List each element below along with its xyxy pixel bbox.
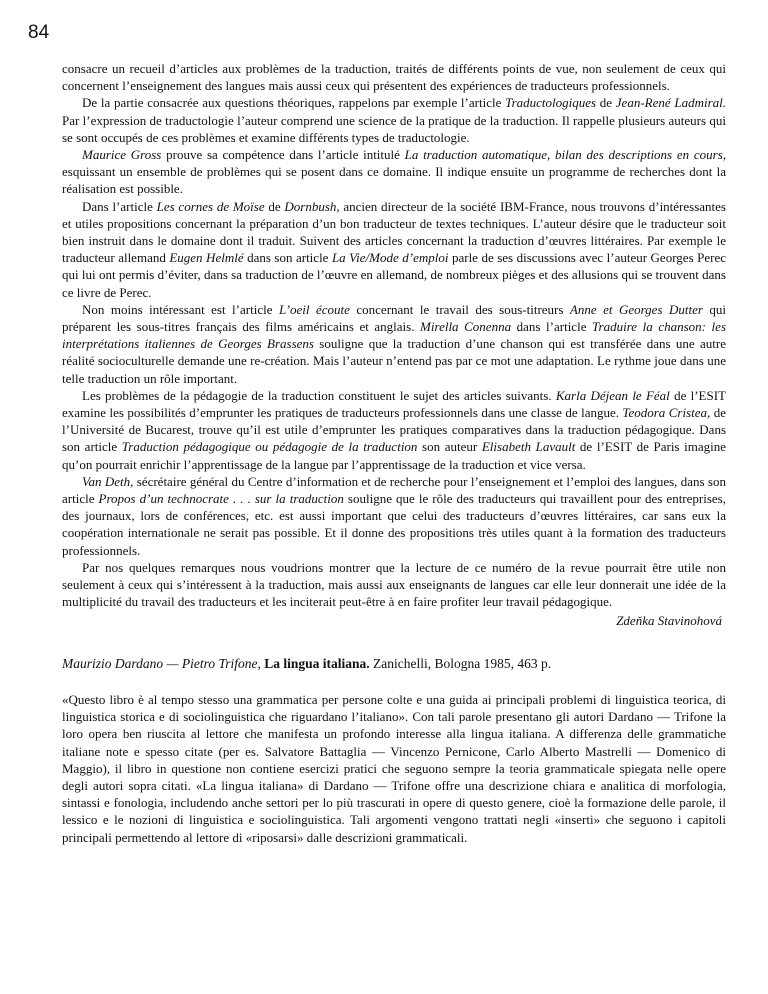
italic-run: Karla Déjean le Féal: [555, 387, 670, 403]
italic-run: Van Deth,: [82, 473, 134, 489]
book-review: [62, 655, 726, 846]
text-run: parle de ses discussions avec l’auteur Georges Perec qui lui ont permis d’éviter, dans sa traduction de l’œuvre en allemand, de nombreux pièges et des allusions qui se trouvent dans ce livre de Perec.: [62, 250, 726, 300]
text-run: de: [596, 95, 616, 111]
page-number: 84: [28, 22, 50, 43]
text-run: sécrétaire général du Centre d’information et de recherche pour l’enseignement et l’emploi des langues, dans son article: [62, 473, 726, 507]
text-run: de l’Université de Bucarest, trouve qu’il est utile d’emprunter les pratiques comparatives dans la traduction pédagogique. Dans son article: [62, 405, 726, 455]
text-run: De la partie consacrée aux questions théoriques, rappelons par exemple l’article: [82, 95, 506, 111]
italic-run: L’oeil écoute: [278, 301, 350, 317]
text-run: concernant le travail des sous-titreurs: [349, 301, 570, 317]
italic-run: Dornbush,: [284, 198, 340, 214]
document-body: [62, 60, 726, 846]
italic-run: Les cornes de Moïse: [156, 198, 265, 214]
text-run: ancien directeur de la société IBM-France, nous trouvons d’intéressantes et utiles propositions concernant la préparation d’un bon traducteur de textes techniques. L’auteur désire que le traducteur soit bien instruit dans le domaine dont il traduit. Suivent des articles concernant la traduction d’œuvres littéraires. Par exemple le traducteur allemand: [62, 198, 726, 266]
paragraph: [62, 146, 726, 198]
italic-run: La traduction automatique, bilan des descriptions en cours,: [404, 147, 727, 163]
book-title: La lingua italiana.: [264, 655, 370, 671]
paragraph: [62, 198, 726, 301]
italic-run: Anne et Georges Dutter: [569, 301, 703, 317]
text-run: Non moins intéressant est l’article: [82, 301, 279, 317]
text-run: souligne que le rôle des traducteurs qui travaillent pour des entreprises, des journaux, lors de conférences, etc. est aussi important que celui des traducteurs d’œuvres littéraires, car sans eux la coopération internationale ne serait pas possible. Et il donne des propositions très utiles quant à la formation des traducteurs professionnels.: [62, 491, 726, 558]
text-run: son auteur: [417, 439, 482, 455]
italic-run: Elisabeth Lavault: [481, 439, 576, 455]
text-run: esquissant un ensemble de problèmes qui se posent dans ce domaine. Il indique ensuite un programme de recherches dont la réalisation est possible.: [62, 164, 726, 197]
paragraph: [62, 94, 726, 146]
italic-run: La Vie/Mode d’emploi: [331, 250, 449, 266]
paragraph: [62, 60, 726, 94]
paragraph: [62, 387, 726, 473]
paragraph: [62, 301, 726, 387]
text-run: de l’ESIT examine les possibilités d’emprunter les pratiques de traducteurs professionnels dans une classe de langue.: [62, 387, 726, 421]
paragraph: [62, 559, 726, 611]
text-run: dans l’article: [511, 319, 593, 335]
book-authors: Maurizio Dardano — Pietro Trifone,: [62, 655, 261, 671]
text-run: Dans l’article: [82, 198, 157, 214]
text-run: souligne que la traduction d’une chanson qui est transférée dans une autre réalité socioculturelle demande une re-création. Mais l’auteur n’entend pas par ce mot une adaptation. Le rythme joue dans une telle traduction un rôle important.: [62, 336, 727, 386]
paragraph: [62, 473, 726, 559]
text-run: consacre un recueil d’articles aux problèmes de la traduction, traités de différents points de vue, non seulement de ceux qui concernent l’enseignement des langues mais aussi ceux qui présentent des expériences de traducteurs professionnels.: [62, 61, 726, 94]
italic-run: Traductologiques: [505, 95, 597, 111]
text-run: Les problèmes de la pédagogie de la traduction constituent le sujet des articles suivants.: [82, 387, 556, 403]
book-publisher: Zanichelli, Bologna 1985, 463 p.: [369, 655, 552, 671]
paragraph: [62, 691, 726, 846]
italic-run: Propos d’un technocrate . . . sur la traduction: [98, 491, 344, 507]
italic-run: Traduction pédagogique ou pédagogie de la traduction: [121, 439, 418, 455]
italic-run: Eugen Helmlé: [169, 250, 244, 266]
italic-run: Traduire la chanson: les interprétations italiennes de Georges Brassens: [62, 319, 726, 352]
review-signature: Zdeňka Stavinohová: [616, 612, 722, 628]
text-run: de: [264, 198, 285, 214]
text-run: «Questo libro è al tempo stesso una grammatica per persone colte e una guida ai principali problemi di linguistica teorica, di linguistica storica e di sociolinguistica che riguardano l’italiano». Con tali parole presentano gli autori Dardano — Trifone la loro opera ben riuscita al lettore che manifesta un profondo interesse alla lingua italiana. A differenza delle grammatiche italiane note e spesso citate (per es. Salvatore Battaglia — Vincenzo Pernicone, Carlo Alberto Mastrelli — Domenico di Maggio), il libro in questione non contiene esercizi pratici che seguono sempre la teoria grammaticale spiegata nelle opere degli autori sopra citati. «La lingua italiana» di Dardano — Trifone offre una descrizione chiara e analitica di morfologia, sintassi e fonologia, includendo anche settori per lo più trascurati in opere di questo genere, cioè la formazione delle parole, il lessico e le nozioni di linguistica e sociolinguistica. Tali argomenti vengono trattati negli «inserti» che seguono i capitoli principali permettendo al lettore di «riposarsi» dalle descrizioni grammaticali.: [62, 691, 726, 845]
book-review-heading: [62, 655, 726, 672]
review-paragraphs: [62, 60, 726, 611]
review-article: [62, 60, 726, 629]
text-run: Par nos quelques remarques nous voudrions montrer que la lecture de ce numéro de la revue pourrait être utile non seulement à ceux qui s’intéressent à la traduction, mais aussi aux enseignants de langues car elle leur donnerait une idée de la multiplicité du travail des traducteurs et les inciterait peut-être à en faire profiter leur travail pédagogique.: [62, 559, 726, 610]
italic-run: Jean-René Ladmiral.: [615, 95, 726, 111]
text-run: de l’ESIT de Paris imagine qu’on pourrait enrichir l’apprentissage de la langue par l’apprentissage de la traduction et vice versa.: [62, 439, 726, 472]
text-run: dans son article: [243, 250, 332, 266]
italic-run: Mirella Conenna: [420, 319, 512, 335]
italic-run: Teodora Cristea,: [622, 405, 711, 421]
text-run: prouve sa compétence dans l’article intitulé: [161, 147, 405, 163]
text-run: qui préparent les sous-titres français des films américains et anglais.: [62, 301, 726, 335]
book-review-paragraphs: [62, 691, 726, 846]
text-run: Par l’expression de traductologie l’auteur comprend une science de la pratique de la traduction. Il rappelle plusieurs auteurs qui se sont occupés de ces problèmes et examine différents types de traductologie.: [62, 112, 726, 145]
italic-run: Maurice Gross: [82, 147, 162, 163]
